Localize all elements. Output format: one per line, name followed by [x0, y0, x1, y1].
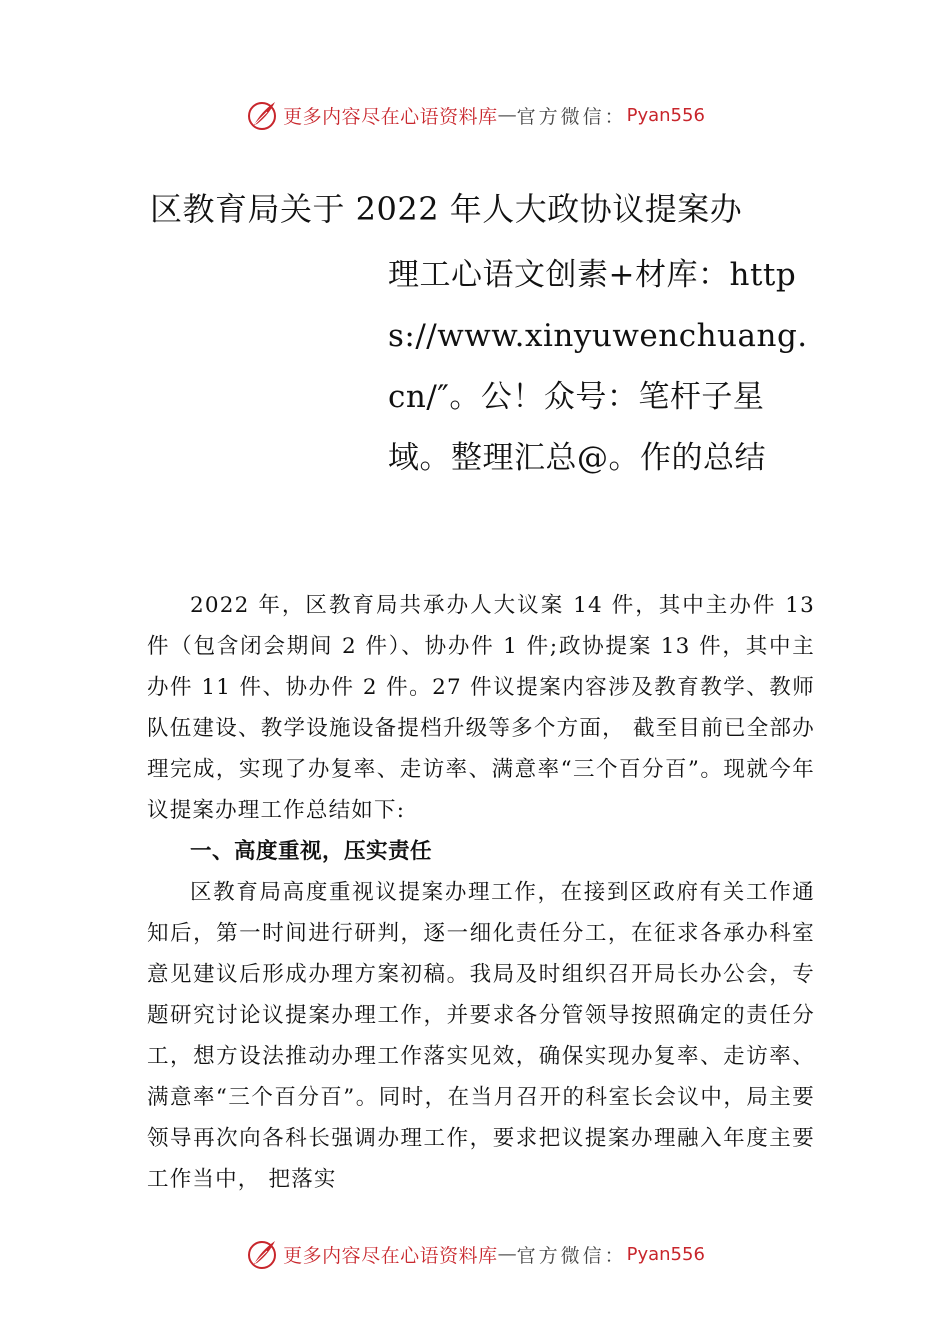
banner-dash: — [497, 1243, 517, 1265]
paragraph-section-1: 区教育局高度重视议提案办理工作，在接到区政府有关工作通知后，第一时间进行研判，逐一细化责任分工，在征求各承办科室意见建议后形成办理方案初稿。我局及时组织召开局长办公会，专题研究讨论议提案办理工作，并要求各分管领导按照确定的责任分工，想方设法推动办理工作落实见效，确保实现办复率、走访率、满意率“三个百分百”。同时，在当月召开的科室长会议中，局主要领导再次向各科长强调办理工作，要求把议提案办理融入年度主要工作当中， 把落实 [147, 880, 815, 1192]
banner-wechat-label: 官方微信： [516, 105, 627, 128]
banner-brand-text: 更多内容尽在心语资料库 [283, 105, 498, 128]
paragraph-intro: 2022 年，区教育局共承办人大议案 14 件，其中主办件 13 件（包含闭会期间 2 件）、协办件 1 件;政协提案 13 件，其中主办件 11 件、协办件 2 件。27 件议提案内容涉及教育教学、教师队伍建设、教学设施设备提档升级等多个方面， 截至目前已全部办理完成，实现了办复率、走访率、满意率“三个百分百”。现就今年议提案办理工作总结如下: [147, 593, 815, 823]
banner-dash: — [497, 104, 517, 126]
feather-quill-seal-icon [245, 1237, 279, 1271]
document-title-continuation: 理工心语文创素+材库：https://www.xinyuwenchuang.cn/″。公！众号：笔杆子星域。整理汇总@。作的总结 [388, 257, 808, 476]
banner-brand-text: 更多内容尽在心语资料库 [283, 1244, 498, 1267]
document-title-line1: 区教育局关于 2022 年人大政协议提案办 [150, 190, 743, 228]
section-heading-1: 一、高度重视，压实责任 [190, 839, 433, 864]
document-body [147, 585, 815, 1200]
footer-banner [0, 1234, 950, 1274]
feather-quill-seal-icon [245, 98, 279, 132]
banner-account: Pyan556 [626, 1243, 705, 1265]
header-banner [0, 95, 950, 135]
banner-wechat-label: 官方微信： [516, 1244, 627, 1267]
banner-account: Pyan556 [626, 104, 705, 126]
